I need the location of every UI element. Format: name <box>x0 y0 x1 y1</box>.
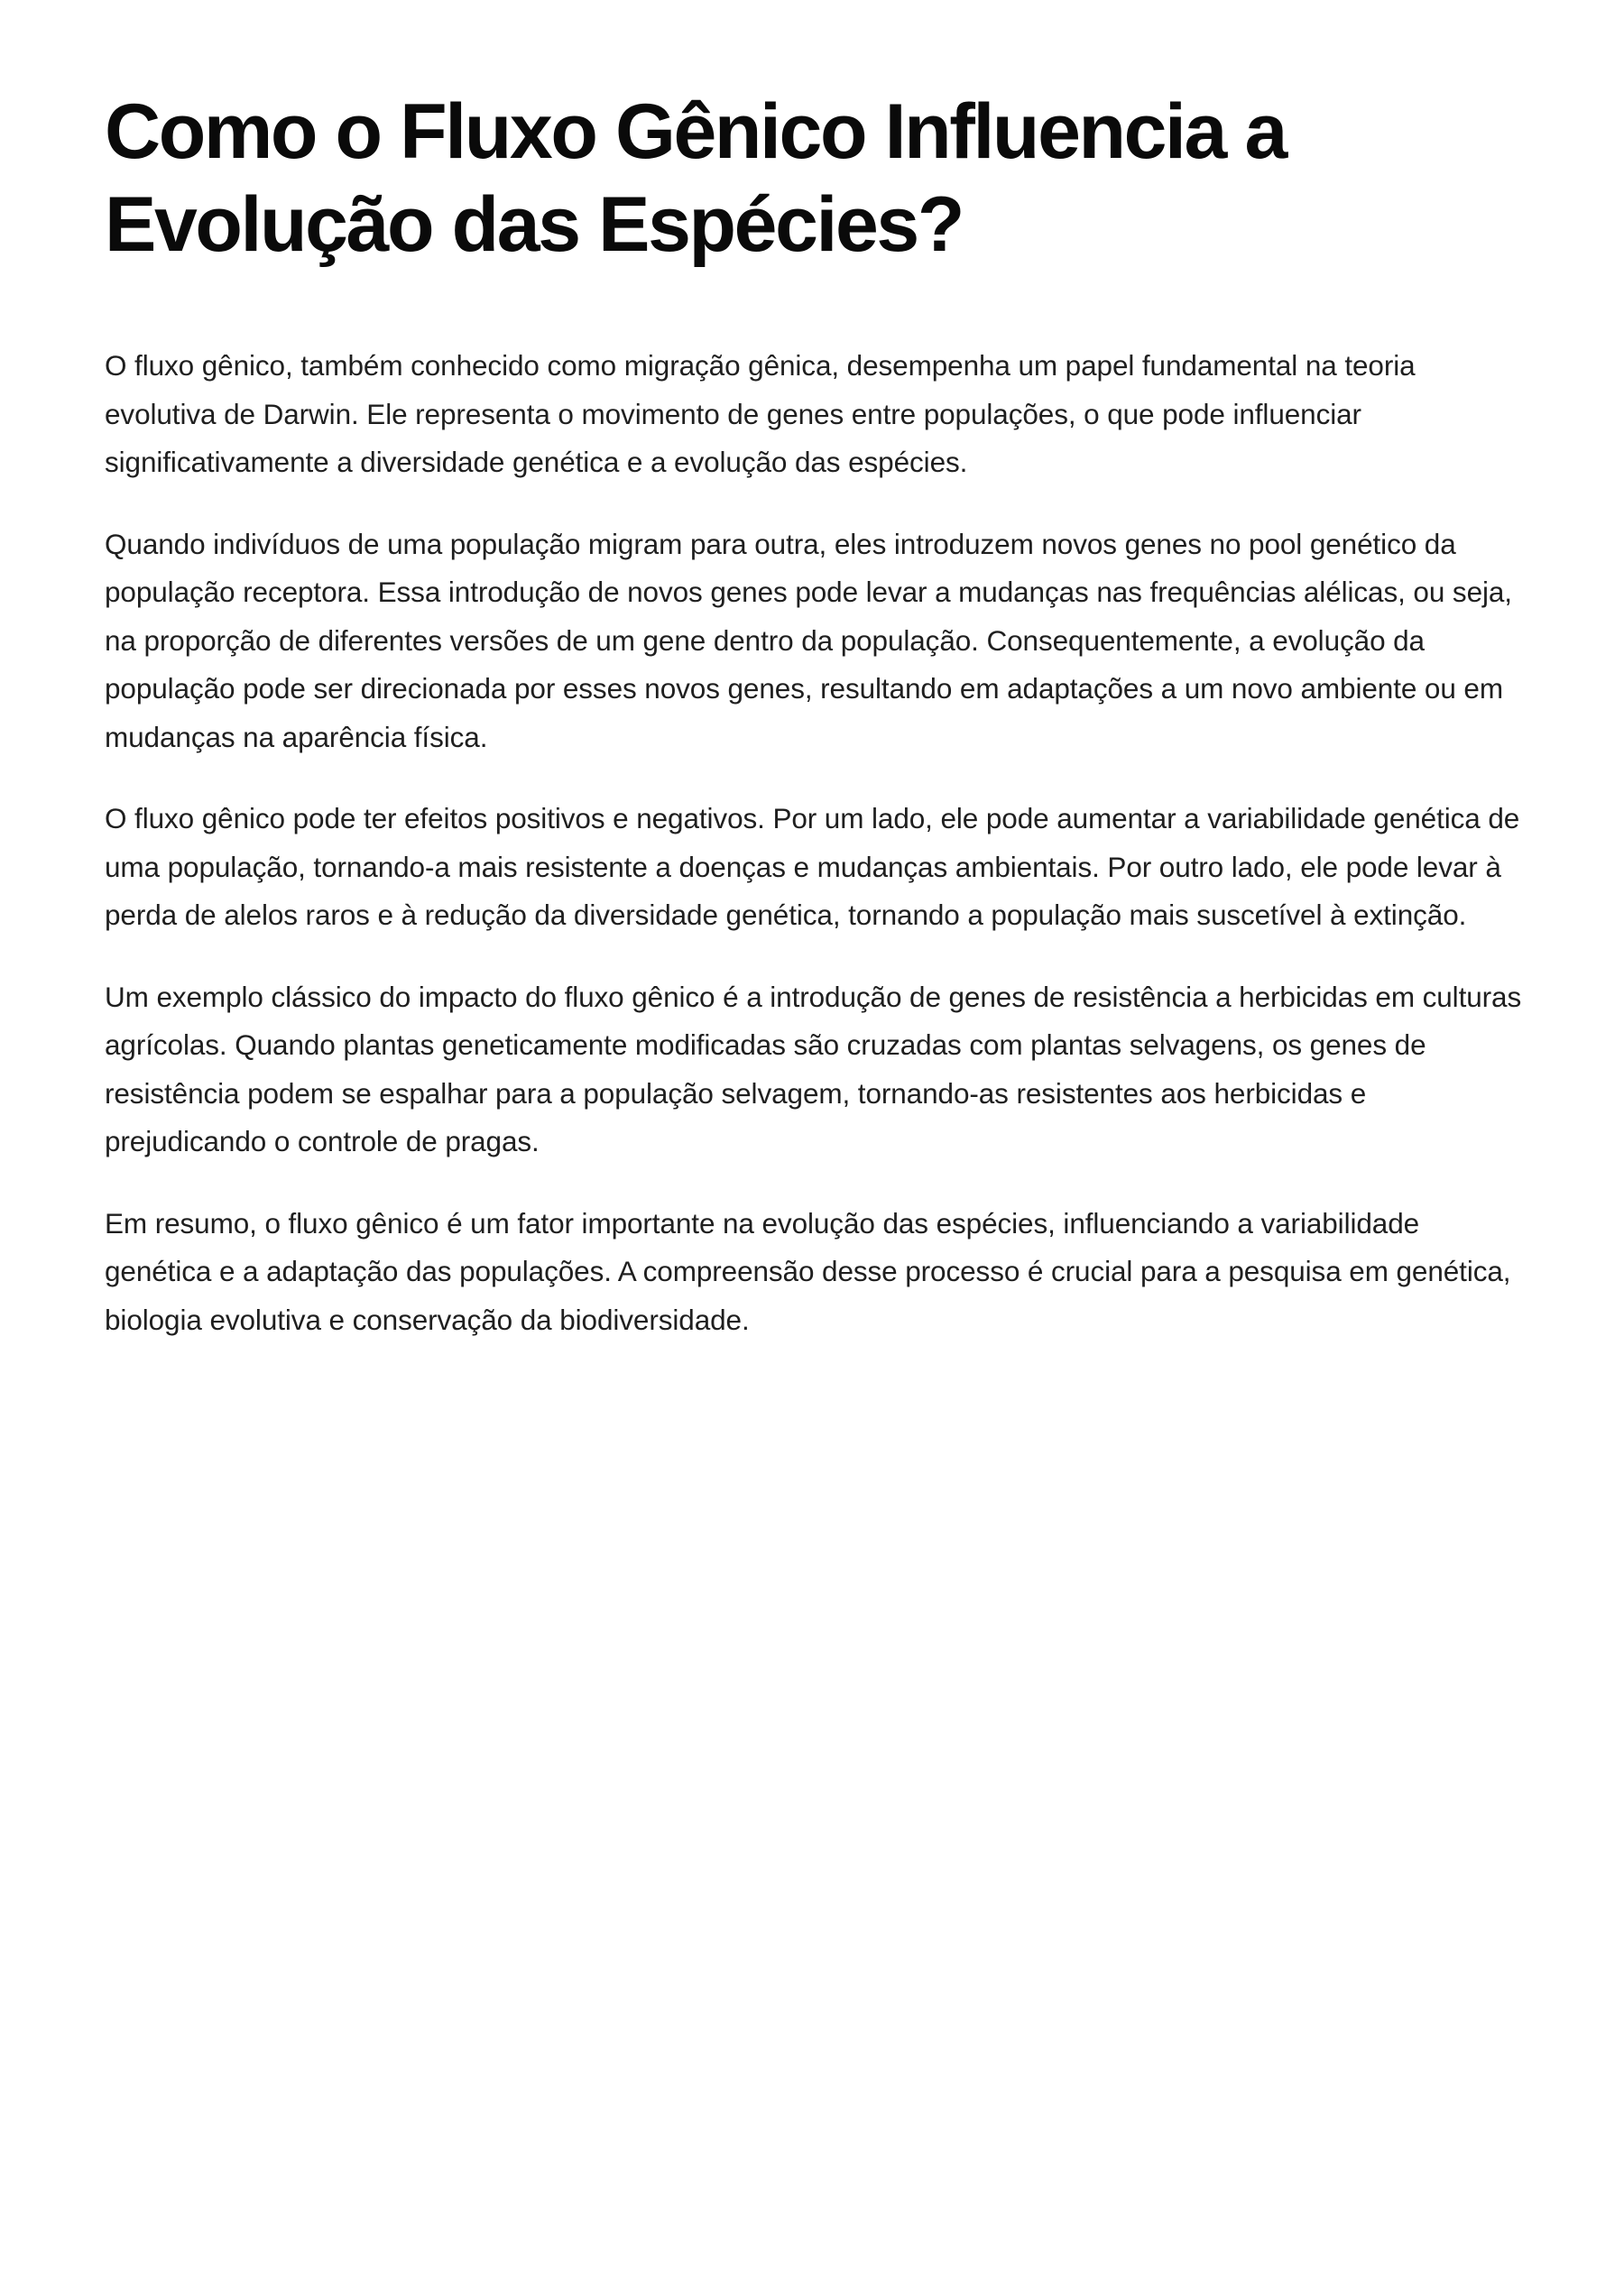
paragraph: Um exemplo clássico do impacto do fluxo gênico é a introdução de genes de resistência a herbicidas em culturas agrícolas. Quando plantas geneticamente modificadas são cruzadas com plantas selvagens, os genes de resistência podem se espalhar para a população selvagem, tornando-as resistentes aos herbicidas e prejudicando o controle de pragas. <box>105 980 1522 1157</box>
paragraph: Em resumo, o fluxo gênico é um fator importante na evolução das espécies, influenciando a variabilidade genética e a adaptação das populações. A compreensão desse processo é crucial para a pesquisa em genética, biologia evolutiva e conservação da biodiversidade. <box>105 1206 1511 1336</box>
paragraph: O fluxo gênico pode ter efeitos positivos e negativos. Por um lado, ele pode aumentar a variabilidade genética de uma população, tornando-a mais resistente a doenças e mudanças ambientais. Por outro lado, ele pode levar à perda de alelos raros e à redução da diversidade genética, tornando a população mais suscetível à extinção. <box>105 802 1520 931</box>
paragraph: Quando indivíduos de uma população migram para outra, eles introduzem novos genes no pool genético da população receptora. Essa introdução de novos genes pode levar a mudanças nas frequências alélicas, ou seja, na proporção de diferentes versões de um gene dentro da população. Consequentemente, a evolução da população pode ser direcionada por esses novos genes, resultando em adaptações a um novo ambiente ou em mudanças na aparência física. <box>105 527 1512 753</box>
paragraph: O fluxo gênico, também conhecido como migração gênica, desempenha um papel fundamental na teoria evolutiva de Darwin. Ele representa o movimento de genes entre populações, o que pode influenciar significativamente a diversidade genética e a evolução das espécies. <box>105 349 1416 478</box>
page-title: Como o Fluxo Gênico Influencia a Evolução das Espécies? <box>105 88 1286 268</box>
article <box>105 86 1530 1378</box>
